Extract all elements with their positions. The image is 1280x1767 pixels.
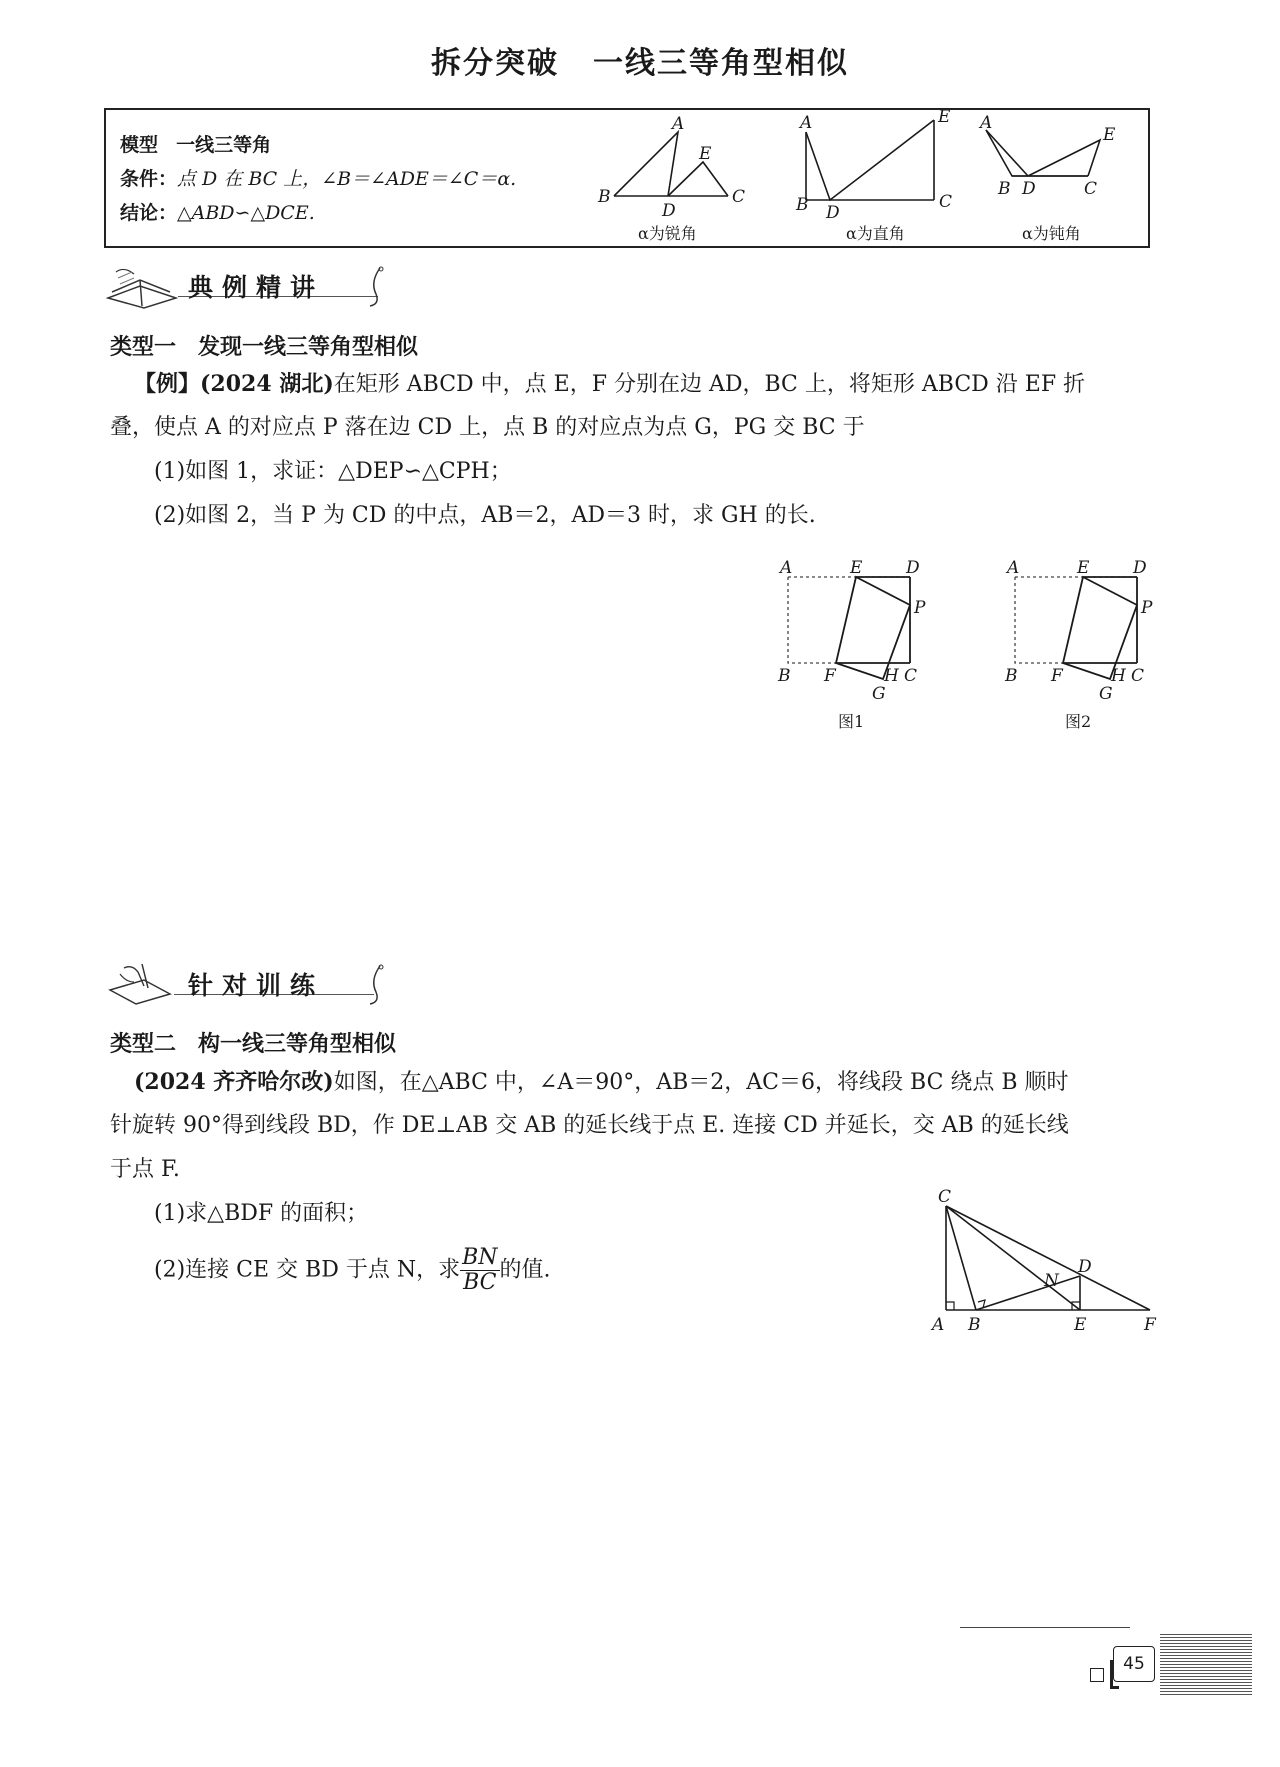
banner-swirl-icon [366, 962, 386, 1006]
fig-label: A [800, 113, 813, 133]
example-q1: (1)如图 1，求证：△DEP∽△CPH； [154, 459, 512, 484]
model-figure-right [786, 110, 961, 248]
fig-label: B [1005, 666, 1018, 686]
fig-label: C [732, 187, 746, 207]
practice-figure [930, 1188, 1170, 1338]
example-q2: (2)如图 2，当 P 为 CD 的中点，AB＝2，AD＝3 时，求 GH 的长. [154, 503, 816, 528]
fig-label: E [850, 558, 863, 578]
fig-label: P [1141, 598, 1153, 618]
model-text [120, 128, 516, 230]
example-line2: 叠，使点 A 的对应点 P 落在边 CD 上，点 B 的对应点为点 G，PG 交 BC 于 [110, 415, 865, 440]
fig-label: D [1022, 179, 1036, 199]
practice-q2-suffix: 的值. [499, 1257, 551, 1283]
conclusion-label: 结论： [120, 202, 178, 224]
fig-label: B [998, 179, 1011, 199]
practice-q2 [154, 1246, 551, 1295]
example-tag: 【例】 [134, 371, 201, 397]
title-part2: 一线三等角型相似 [593, 46, 849, 81]
fig-label: A [672, 114, 685, 134]
fig-label: A [932, 1315, 945, 1335]
model-box [104, 108, 1150, 248]
fig-label: D [1133, 558, 1147, 578]
model-figure-obtuse [976, 110, 1141, 248]
example-source: (2024 湖北) [200, 371, 334, 397]
fig-label: F [1144, 1315, 1156, 1335]
fig-label: E [699, 144, 712, 164]
banner-label: 典例精讲 [188, 273, 325, 302]
fig-label: C [904, 666, 918, 686]
fig-label: F [824, 666, 836, 686]
fig-label: B [598, 187, 611, 207]
fig-label: B [796, 195, 809, 215]
fraction-bn-bc [460, 1246, 499, 1295]
figure-caption: α为直角 [846, 224, 905, 243]
footer-rule [960, 1627, 1130, 1628]
type2-label: 类型二 [110, 1032, 177, 1057]
practice-q2-prefix: (2)连接 CE 交 BD 于点 N，求 [154, 1257, 461, 1283]
example-line1: 在矩形 ABCD 中，点 E，F 分别在边 AD，BC 上，将矩形 ABCD 沿 EF 折 [333, 372, 1086, 397]
example-line2-wrap [110, 406, 1150, 450]
fig-label: D [826, 203, 840, 223]
fig-label: D [1078, 1257, 1092, 1277]
banner-label: 针对训练 [188, 971, 325, 1000]
title-part1: 拆分突破 [431, 46, 559, 81]
fig-label: B [968, 1315, 981, 1335]
example-figure-2 [997, 555, 1177, 735]
practice-line3: 于点 F. [110, 1157, 180, 1182]
footer-square-icon [1090, 1668, 1104, 1682]
model-figure-acute [586, 110, 746, 248]
fig-label: G [1099, 684, 1113, 704]
fig-label: E [1074, 1315, 1087, 1335]
fig-label: A [980, 113, 993, 133]
fig-label: C [939, 192, 953, 212]
writing-hand-icon [104, 960, 176, 1008]
fig-label: E [1077, 558, 1090, 578]
conclusion-text: △ABD∽△DCE. [177, 202, 315, 224]
type1-heading [110, 330, 418, 361]
figure-caption: α为钝角 [1022, 224, 1081, 243]
model-heading-value: 一线三等角 [176, 134, 272, 156]
figure-caption: α为锐角 [638, 224, 697, 243]
figure-caption: 图1 [838, 712, 865, 731]
practice-line2: 针旋转 90°得到线段 BD，作 DE⊥AB 交 AB 的延长线于点 E. 连接 CD 并延长，交 AB 的延长线 [110, 1113, 1069, 1138]
fig-label: P [914, 598, 926, 618]
fig-label: H [884, 666, 899, 686]
fraction-numerator: BN [462, 1245, 498, 1270]
banner-swirl-icon [366, 264, 386, 308]
model-heading-label: 模型 [120, 134, 159, 156]
banner-practice [104, 960, 384, 1008]
fig-label: E [1103, 125, 1116, 145]
fig-label: C [938, 1188, 952, 1207]
type1-label: 类型一 [110, 335, 177, 360]
fig-label: G [872, 684, 886, 704]
condition-text: 点 D 在 BC 上，∠B＝∠ADE＝∠C＝α. [177, 168, 517, 190]
condition-label: 条件： [120, 168, 178, 190]
practice-line1: 如图，在△ABC 中，∠A＝90°，AB＝2，AC＝6，将线段 BC 绕点 B 顺时 [333, 1070, 1069, 1095]
footer-hatch [1160, 1633, 1252, 1695]
example-paragraph [134, 362, 1174, 407]
fig-label: D [662, 201, 676, 221]
fig-label: A [1007, 558, 1020, 578]
fig-label: D [906, 558, 920, 578]
figure-caption: 图2 [1065, 712, 1092, 731]
fig-label: B [778, 666, 791, 686]
practice-q1: (1)求△BDF 的面积； [154, 1201, 369, 1226]
fig-label: N [1044, 1271, 1059, 1291]
fig-label: C [1131, 666, 1145, 686]
type2-title: 构一线三等角型相似 [198, 1032, 397, 1057]
fig-label: C [1084, 179, 1098, 199]
page-title [0, 38, 1280, 82]
fig-label: H [1111, 666, 1126, 686]
page-number: 45 [1113, 1646, 1155, 1682]
fig-label: F [1051, 666, 1063, 686]
open-book-icon [104, 262, 182, 310]
fraction-denominator: BC [463, 1270, 497, 1296]
example-figure-1 [770, 555, 950, 735]
practice-source: (2024 齐齐哈尔改) [134, 1069, 334, 1095]
fig-label: E [938, 110, 951, 127]
type2-heading [110, 1027, 396, 1058]
fig-label: A [780, 558, 793, 578]
banner-examples [104, 262, 384, 310]
type1-title: 发现一线三等角型相似 [198, 335, 419, 360]
practice-line1-wrap [134, 1060, 1174, 1105]
